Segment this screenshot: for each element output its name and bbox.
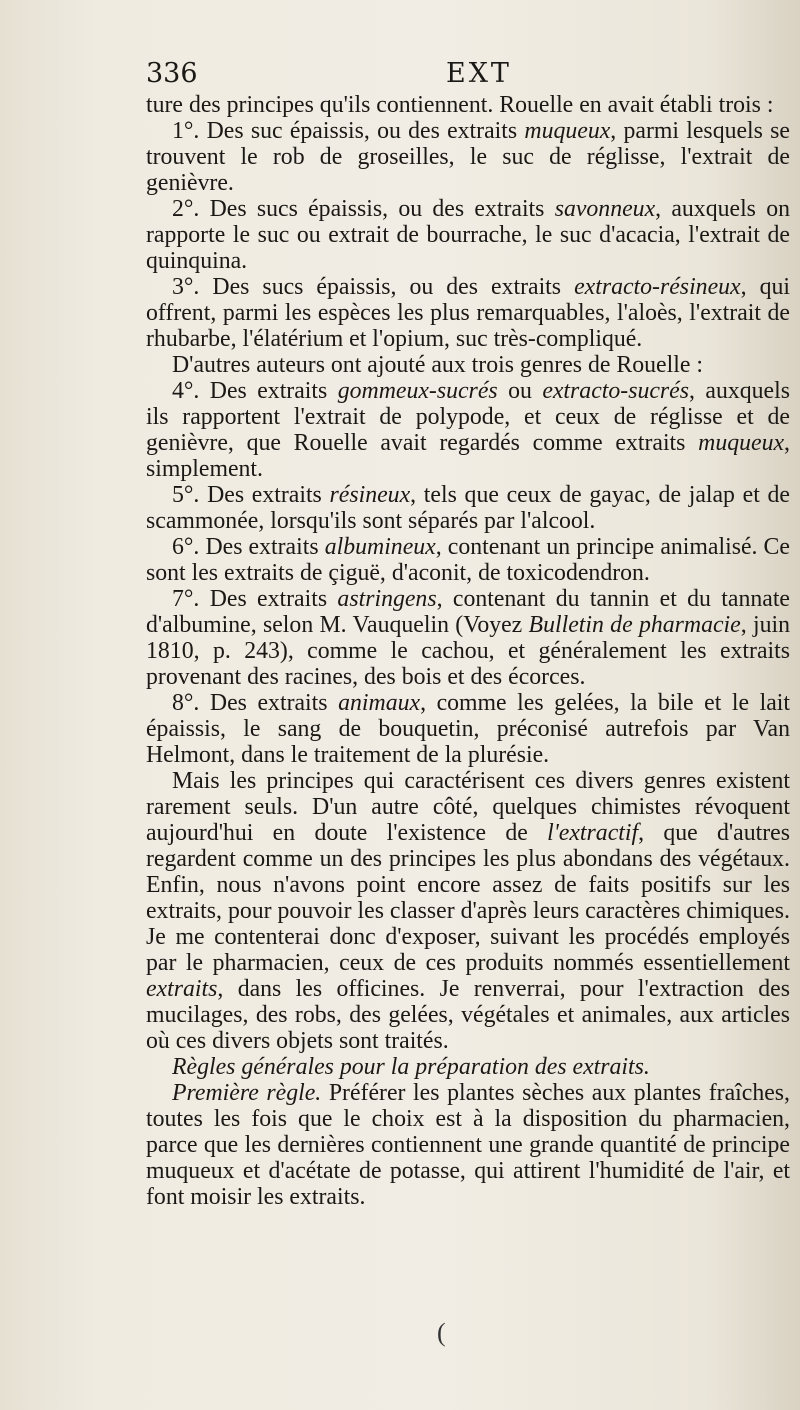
italic-term: extraits bbox=[146, 976, 218, 1002]
running-head: EXT bbox=[446, 58, 512, 89]
paragraph-text: , auxquels on rapporte le suc ou extrait de bourrache, le suc d'acacia, l'extrait de quinquina. bbox=[146, 196, 790, 274]
italic-term: savonneux bbox=[554, 196, 656, 222]
paragraph-11 bbox=[146, 768, 790, 1054]
italic-term: résineux bbox=[329, 482, 411, 508]
body-text bbox=[146, 92, 790, 1210]
paragraph-text: ou bbox=[497, 378, 543, 404]
paragraph-text: , dans les officines. Je renverrai, pour l'extraction des mucilages, des robs, des gelées, végétales et animales, aux articles où ces divers objets sont traités. bbox=[146, 976, 790, 1054]
paragraph-text: , comme les gelées, la bile et le lait épaissis, le sang de bouquetin, préconisé autrefois par Van Helmont, dans le traitement de la plurésie. bbox=[146, 690, 791, 768]
paragraph-text: 3°. Des sucs épaissis, ou des extraits bbox=[172, 274, 575, 300]
paragraph-text: , contenant un principe animalisé. Ce sont les extraits de çiguë, d'aconit, de toxicodendron. bbox=[146, 534, 790, 586]
section-heading: Règles générales pour la préparation des extraits. bbox=[172, 1054, 650, 1080]
paragraph-text: , que d'autres regardent comme un des principes les plus abondans des végétaux. Enfin, nous n'avons point encore assez de faits positifs sur les extraits, pour pouvoir les classer d'après leurs caractères chimiques. Je me contenterai donc d'exposer, suivant les procédés employés par le pharmacien, ceux de ces produits nommés essentiellement bbox=[146, 820, 790, 976]
paragraph-text: , qui offrent, parmi les espèces les plus remarquables, l'aloès, l'extrait de rhubarbe, l'élatérium et l'opium, suc très-compliqué. bbox=[146, 274, 790, 352]
paragraph-text: , parmi lesquels se trouvent le rob de groseilles, le suc de réglisse, l'extrait de genièvre. bbox=[146, 118, 790, 196]
paragraph-text: ture des principes qu'ils contiennent. Rouelle en avait établi trois : bbox=[146, 92, 774, 118]
paragraph-text: , juin 1810, p. 243), comme le cachou, et généralement les extraits provenant des racines, des bois et des écorces. bbox=[146, 612, 791, 690]
paragraph-text: Préférer les plantes sèches aux plantes fraîches, toutes les fois que le choix est à la disposition du pharmacien, parce que les dernières contiennent une grande quantité de principe muqueux et d'acétate de potasse, qui attirent l'humidité de l'air, et font moisir les extraits. bbox=[146, 1080, 790, 1210]
paragraph-text: D'autres auteurs ont ajouté aux trois genres de Rouelle : bbox=[172, 352, 703, 378]
paragraph-5 bbox=[146, 352, 790, 378]
paragraph-8 bbox=[146, 534, 790, 586]
paragraph-text: 2°. Des sucs épaissis, ou des extraits bbox=[172, 196, 555, 222]
paragraph-text: Mais les principes qui caractérisent ces divers genres existent rarement seuls. D'un autre côté, quelques chimistes révoquent aujourd'hui en doute l'existence de bbox=[146, 768, 790, 846]
paragraph-text: 1°. Des suc épaissis, ou des extraits bbox=[172, 118, 525, 144]
page-number: 336 bbox=[146, 58, 198, 89]
italic-term: muqueux bbox=[698, 430, 785, 456]
paragraph-4 bbox=[146, 274, 790, 352]
italic-title: Bulletin de pharmacie bbox=[528, 612, 741, 638]
italic-term: albumineux bbox=[324, 534, 436, 560]
paragraph-text: , tels que ceux de gayac, de jalap et de scammonée, lorsqu'ils sont séparés par l'alcool. bbox=[146, 482, 790, 534]
rule-lead: Première règle. bbox=[172, 1080, 322, 1106]
italic-term: muqueux bbox=[524, 118, 611, 144]
paragraph-2 bbox=[146, 118, 790, 196]
italic-term: l'extractif bbox=[547, 820, 639, 846]
paragraph-text: , contenant du tannin et du tannate d'albumine, selon M. Vauquelin (Voyez bbox=[146, 586, 790, 638]
paragraph-6 bbox=[146, 378, 790, 482]
italic-term: extracto-résineux bbox=[574, 274, 741, 300]
paragraph-3 bbox=[146, 196, 790, 274]
paragraph-text: , simplement. bbox=[146, 430, 790, 482]
paragraph-10 bbox=[146, 690, 790, 768]
italic-term: animaux bbox=[338, 690, 421, 716]
paragraph-text: 5°. Des extraits bbox=[172, 482, 330, 508]
paragraph-7 bbox=[146, 482, 790, 534]
paragraph-rule-1 bbox=[146, 1080, 790, 1210]
italic-term: astringens bbox=[337, 586, 437, 612]
italic-term: extracto-sucrés bbox=[542, 378, 690, 404]
paragraph-text: 6°. Des extraits bbox=[172, 534, 325, 560]
paragraph-1 bbox=[146, 92, 790, 118]
footer-mark: ( bbox=[437, 1318, 446, 1347]
paragraph-text: 4°. Des extraits bbox=[172, 378, 338, 404]
paragraph-text: , auxquels ils rapportent l'extrait de polypode, et ceux de réglisse et de genièvre, que Rouelle avait regardés comme extraits bbox=[146, 378, 790, 456]
paragraph-9 bbox=[146, 586, 790, 690]
paragraph-text: 7°. Des extraits bbox=[172, 586, 338, 612]
paragraph-text: 8°. Des extraits bbox=[172, 690, 339, 716]
italic-term: gommeux-sucrés bbox=[337, 378, 498, 404]
